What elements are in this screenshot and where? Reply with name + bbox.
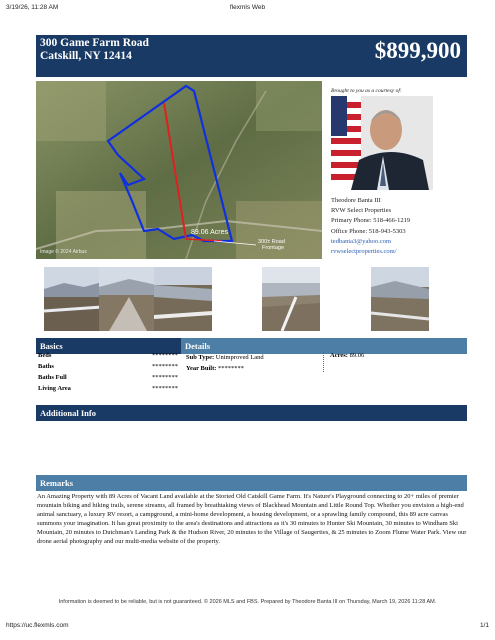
details-fields xyxy=(186,352,264,374)
acreage-label: 89.06 Acres xyxy=(191,229,228,236)
agent-company: RVW Select Properties xyxy=(331,207,392,215)
photo-thumbnail-4[interactable] xyxy=(262,267,320,331)
photo-thumbnail-3[interactable] xyxy=(154,267,212,331)
agent-contact-block xyxy=(331,196,410,257)
basics-row xyxy=(38,363,178,374)
basics-section-header: Basics xyxy=(36,338,181,354)
print-page-title: flexmls Web xyxy=(229,4,266,11)
basics-row xyxy=(38,385,178,396)
basics-label: Baths Full xyxy=(38,374,67,381)
map-credit: Image © 2024 Airbus xyxy=(40,249,87,255)
agent-photo xyxy=(331,96,433,190)
photo-thumbnail-strip xyxy=(44,267,459,331)
detail-label: Sub Type: xyxy=(186,354,215,361)
photo-thumbnail-2[interactable] xyxy=(99,267,157,331)
basics-label: Beds xyxy=(38,352,52,359)
photo-thumbnail-1[interactable] xyxy=(44,267,102,331)
browser-print-header xyxy=(6,4,489,14)
details-divider xyxy=(323,352,324,372)
map-image xyxy=(36,81,322,259)
remarks-section-header: Remarks xyxy=(36,475,467,491)
print-url: https://uc.flexmls.com xyxy=(6,622,69,629)
listing-price: $899,900 xyxy=(374,38,461,63)
agent-email-link[interactable]: tedbanta3@yahoo.com xyxy=(331,237,391,245)
details-section-header: Details xyxy=(181,338,467,354)
detail-label: Acres: xyxy=(330,352,348,359)
agent-primary-phone: Primary Phone: 518-466-1219 xyxy=(331,217,411,225)
print-datetime: 3/19/26, 11:28 AM xyxy=(6,4,59,11)
detail-acres xyxy=(330,352,364,359)
listing-title-bar xyxy=(36,35,467,77)
photo-thumbnail-5[interactable] xyxy=(371,267,429,331)
basics-value: ******** xyxy=(152,363,178,370)
detail-year-built xyxy=(186,363,264,374)
frontage-label-1: 300± Road xyxy=(258,239,285,245)
basics-label: Baths xyxy=(38,363,54,370)
agent-portrait xyxy=(331,96,433,190)
detail-sub-type xyxy=(186,352,264,363)
frontage-label-2: Frontage xyxy=(262,245,285,251)
address-line-2: Catskill, NY 12414 xyxy=(40,50,132,62)
detail-value: Unimproved Land xyxy=(215,354,264,361)
agent-office-phone: Office Phone: 518-943-5303 xyxy=(331,227,406,235)
remarks-text: An Amazing Property with 89 Acres of Vacant Land available at the Storied Old Catskill Game Farm. It's Nature's Playground connecting to 20+ miles of premier mountain biking and hiking trails, serene streams, all framed by breathtaking views of Blackhead Mountain and Little Round Top. Whether you envision a high-end animal sanctuary, a luxury RV resort, a campground, a mini-home development, a housing development, or a sprawling family compound, this 89 acre canvas summons your imagination. It has great proximity to the area's destinations and attractions as it's 30 minutes to Hunter Ski Mountain, 30 minutes to Windham Ski Mountain, 20 minutes to Dutchman's Landing Park & the Hudson River, 20 minutes to the Village of Saugerties, & 25 minutes to Zoom Flume Water Park. View our drone aerial photography and our multi-media website of the property. xyxy=(37,493,467,545)
browser-print-footer xyxy=(6,622,489,632)
detail-value: 89.06 xyxy=(349,352,365,359)
basics-value: ******** xyxy=(152,385,178,392)
basics-row xyxy=(38,352,178,363)
basics-value: ******** xyxy=(152,352,178,359)
address-line-1: 300 Game Farm Road xyxy=(40,37,149,49)
disclaimer-footer: Information is deemed to be reliable, but is not guaranteed. © 2026 MLS and FBS. Prepared by Theodore Banta III on Thursday, March 19, 2026 11:28 AM. xyxy=(58,599,437,605)
basics-row xyxy=(38,374,178,385)
basics-value: ******** xyxy=(152,374,178,381)
print-page-number: 1/1 xyxy=(479,622,489,629)
agent-website-link[interactable]: rvwselectproperties.com/ xyxy=(331,248,397,256)
basics-label: Living Area xyxy=(38,385,71,392)
courtesy-note: Brought to you as a courtesy of: xyxy=(331,88,402,94)
agent-name: Theodore Banta III xyxy=(331,197,381,204)
additional-info-section-header: Additional Info xyxy=(36,405,467,421)
detail-value: ******** xyxy=(218,365,245,372)
basics-table xyxy=(38,352,178,396)
aerial-parcel-map xyxy=(36,81,322,259)
detail-label: Year Built: xyxy=(186,365,217,372)
